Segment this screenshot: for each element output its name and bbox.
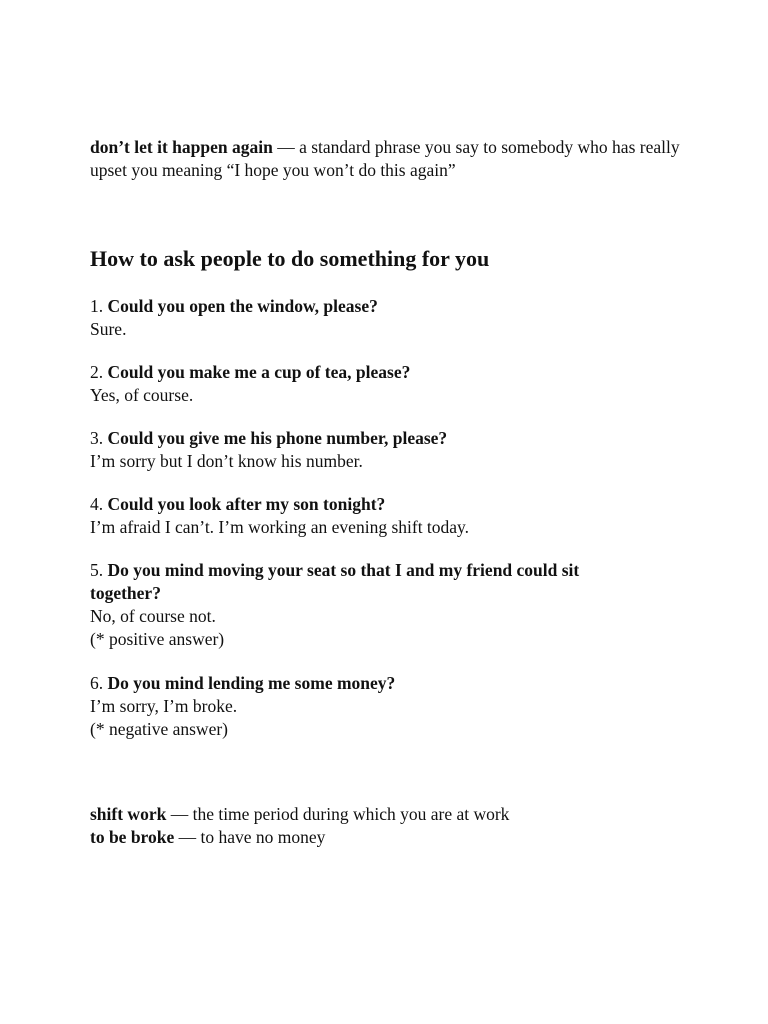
- question-text: Do you mind moving your seat so that I and my friend could sit together?: [90, 560, 580, 603]
- answer-line: No, of course not.: [90, 606, 216, 626]
- question-text: Could you open the window, please?: [107, 296, 378, 316]
- glossary: [90, 803, 690, 849]
- intro-term: don’t let it happen again: [90, 137, 273, 157]
- question-text: Do you mind lending me some money?: [107, 673, 396, 693]
- item-number: 2.: [90, 362, 104, 382]
- intro-definition: — a standard phrase you say to somebody who has really upset you meaning “I hope you won’t do this again”: [90, 137, 680, 180]
- answer-note: (* positive answer): [90, 629, 225, 649]
- question-line: [90, 559, 630, 605]
- intro-paragraph: [90, 136, 690, 182]
- question-text: Could you make me a cup of tea, please?: [107, 362, 411, 382]
- question-line: [90, 427, 690, 450]
- qa-item-5: [90, 559, 630, 651]
- glossary-entry: [90, 826, 690, 849]
- item-number: 4.: [90, 494, 104, 514]
- question-line: [90, 361, 690, 384]
- answer-line: Sure.: [90, 319, 127, 339]
- answer-line: I’m sorry but I don’t know his number.: [90, 451, 363, 471]
- section-heading: How to ask people to do something for you: [90, 246, 490, 271]
- qa-item-1: [90, 295, 690, 341]
- glossary-definition: — the time period during which you are at work: [166, 804, 510, 824]
- glossary-term: shift work: [90, 804, 167, 824]
- answer-line: I’m sorry, I’m broke.: [90, 696, 238, 716]
- question-line: [90, 493, 690, 516]
- item-number: 5.: [90, 560, 104, 580]
- glossary-definition: — to have no money: [174, 827, 326, 847]
- qa-item-2: [90, 361, 690, 407]
- question-text: Could you give me his phone number, please?: [107, 428, 448, 448]
- question-line: [90, 295, 690, 318]
- qa-item-3: [90, 427, 690, 473]
- glossary-entry: [90, 803, 690, 826]
- answer-note: (* negative answer): [90, 719, 228, 739]
- question-text: Could you look after my son tonight?: [107, 494, 386, 514]
- item-number: 1.: [90, 296, 104, 316]
- answer-line: I’m afraid I can’t. I’m working an evening shift today.: [90, 517, 470, 537]
- question-line: [90, 672, 690, 695]
- glossary-term: to be broke: [90, 827, 175, 847]
- item-number: 6.: [90, 673, 104, 693]
- answer-line: Yes, of course.: [90, 385, 194, 405]
- qa-item-6: [90, 672, 690, 741]
- item-number: 3.: [90, 428, 104, 448]
- qa-item-4: [90, 493, 690, 539]
